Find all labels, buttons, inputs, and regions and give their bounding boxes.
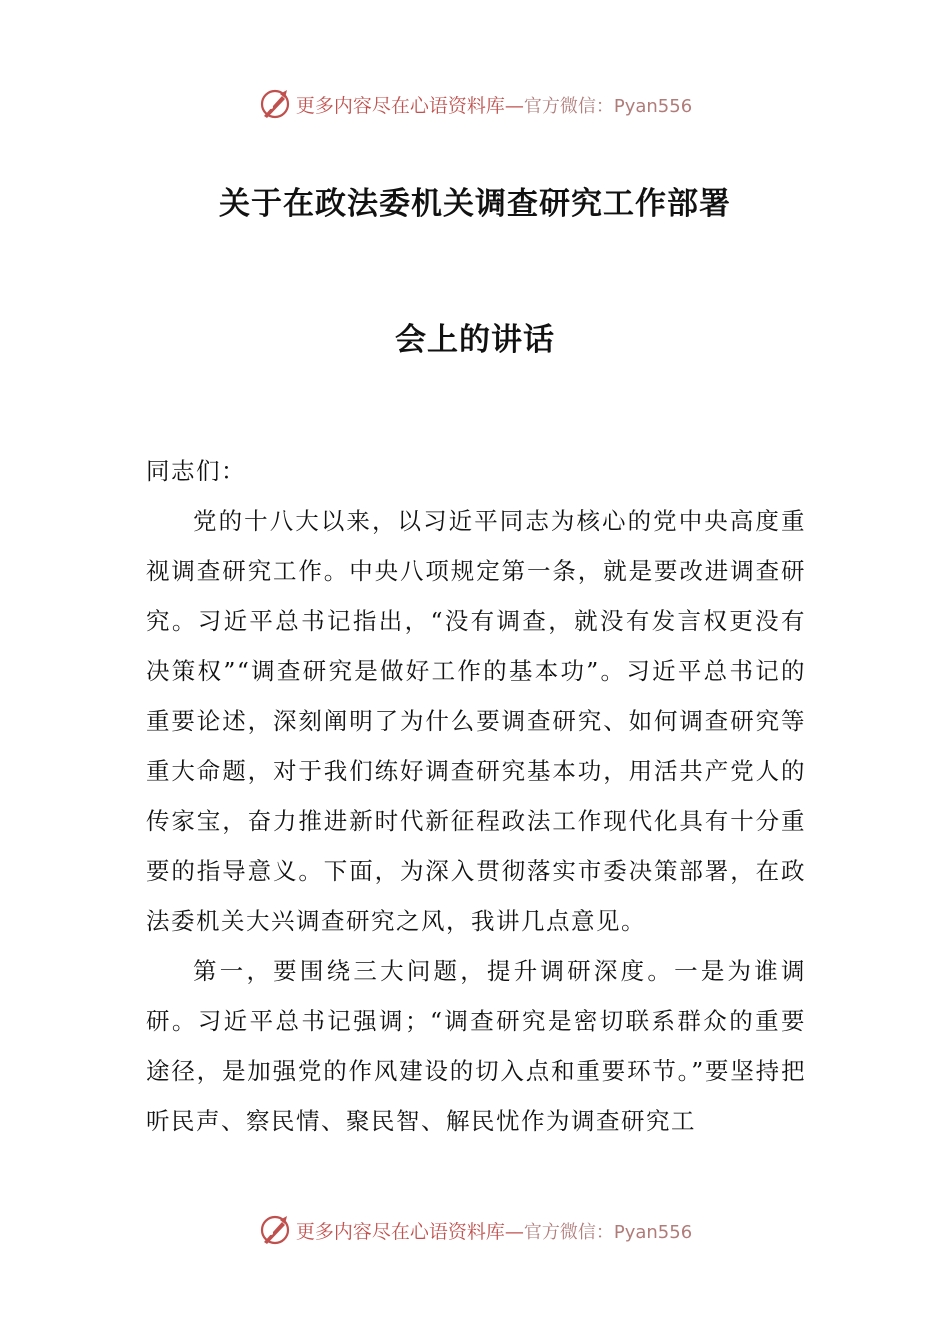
pen-ring-logo-icon — [258, 87, 292, 121]
footer-banner — [0, 1210, 950, 1250]
paragraph: 党的十八大以来，以习近平同志为核心的党中央高度重视调查研究工作。中央八项规定第一条，就是要改进调查研究。习近平总书记指出，“没有调查，就没有发言权更没有决策权”“调查研究是做好工作的基本功”。习近平总书记的重要论述，深刻阐明了为什么要调查研究、如何调查研究等重大命题，对于我们练好调查研究基本功，用活共产党人的传家宝，奋力推进新时代新征程政法工作现代化具有十分重要的指导意义。下面，为深入贯彻落实市委决策部署，在政法委机关大兴调查研究之风，我讲几点意见。 — [146, 507, 806, 935]
header-banner — [0, 84, 950, 124]
salutation: 同志们： — [146, 457, 246, 485]
document-title-line-2: 会上的讲话 — [395, 322, 555, 358]
banner-text: 更多内容尽在心语资料库—官方微信：Pyan556 — [295, 1220, 693, 1243]
document-title-line-1: 关于在政法委机关调查研究工作部署 — [219, 186, 731, 222]
paragraph: 第一，要围绕三大问题，提升调研深度。一是为谁调研。习近平总书记强调；“调查研究是密切联系群众的重要途径，是加强党的作风建设的切入点和重要环节。”要坚持把听民声、察民情、聚民智、解民忧作为调查研究工 — [146, 957, 806, 1135]
document-body — [146, 446, 806, 1146]
pen-ring-logo-icon — [258, 1213, 292, 1247]
banner-text: 更多内容尽在心语资料库—官方微信：Pyan556 — [295, 94, 693, 117]
